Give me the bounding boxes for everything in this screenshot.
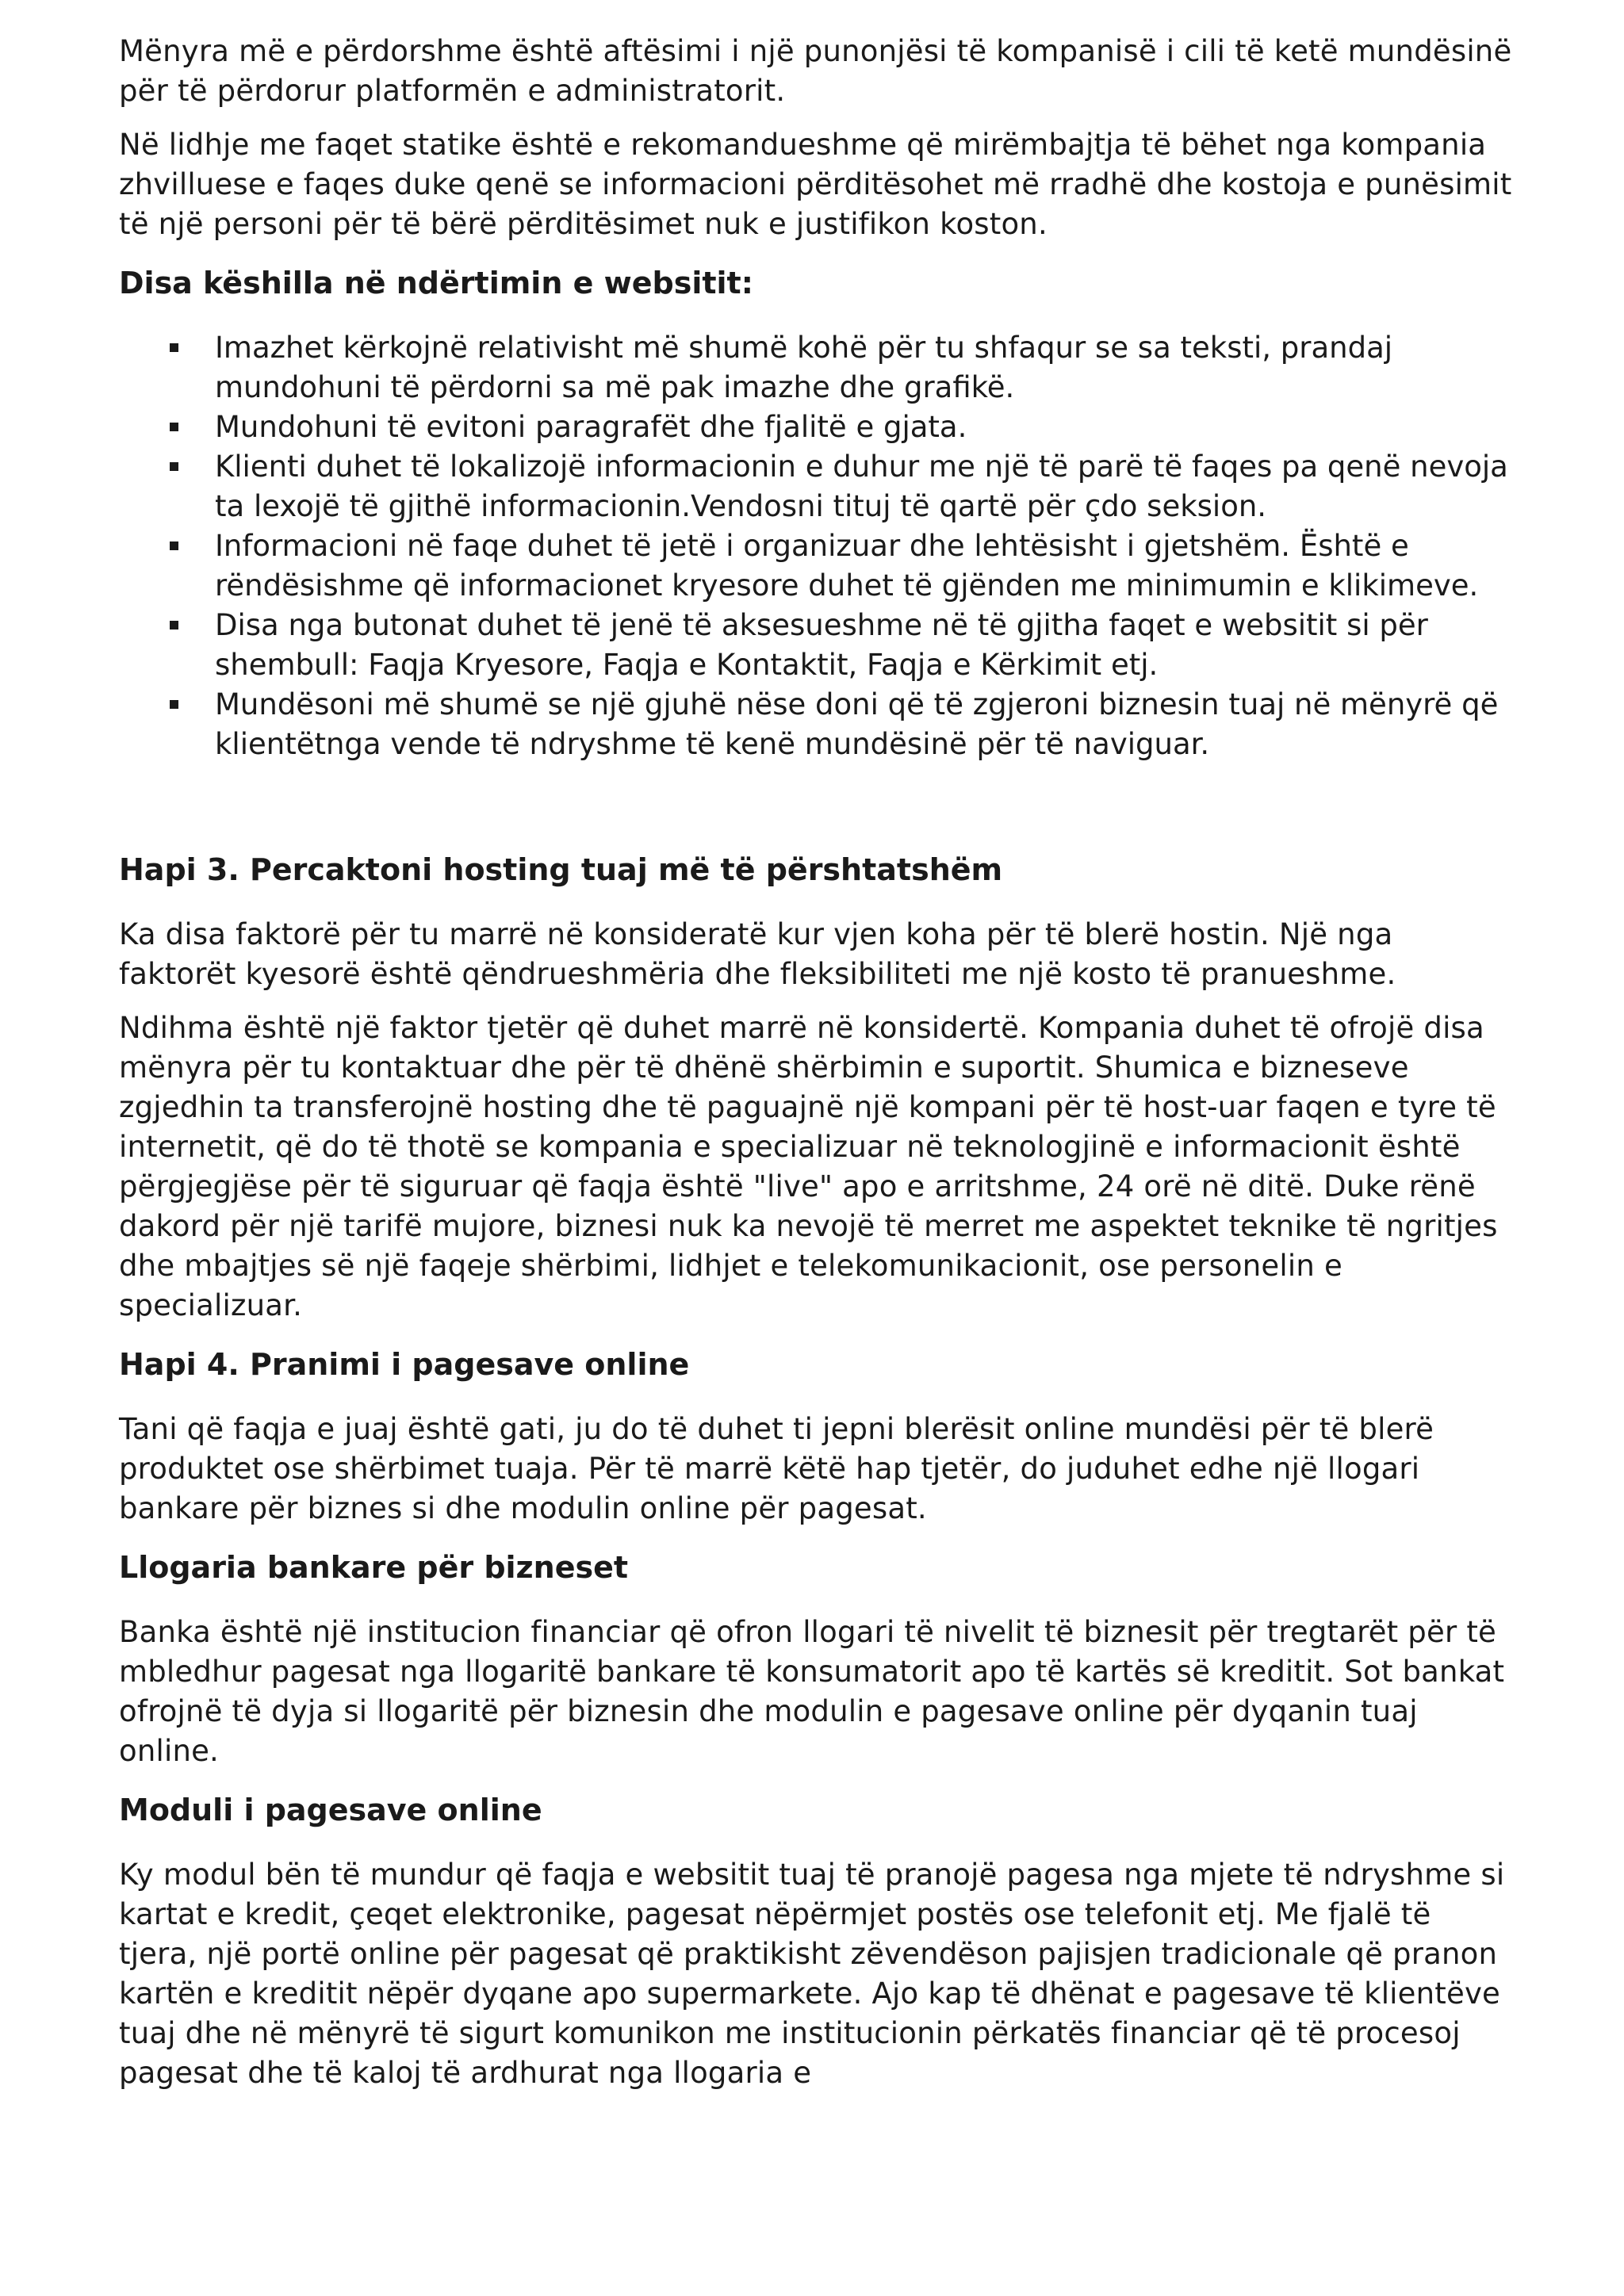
step3-paragraph-1: Ka disa faktorë për tu marrë në konsideratë kur vjen koha për të blerë hostin. Një nga faktorët kyesorë është qëndrueshmëria dhe fleksibiliteti me një kosto të pranueshme. (119, 917, 1396, 991)
list-item: Informacioni në faqe duhet të jetë i organizuar dhe lehtësisht i gjetshëm. Është e rëndësishme që informacionet kryesore duhet të gjënden me minimumin e klikimeve. (215, 526, 1515, 606)
tips-heading: Disa këshilla në ndërtimin e websitit: (119, 266, 753, 300)
step3-heading: Hapi 3. Percaktoni hosting tuaj më të përshtatshëm (119, 852, 1003, 887)
list-item: Mundësoni më shumë se një gjuhë nëse doni që të zgjeroni biznesin tuaj në mënyrë që klientëtnga vende të ndryshme të kenë mundësinë për të naviguar. (215, 685, 1515, 764)
bullet-square-icon (170, 541, 178, 550)
list-item: Mundohuni të evitoni paragrafët dhe fjalitë e gjata. (215, 408, 1515, 447)
bullet-square-icon (170, 343, 178, 352)
step3-paragraph-2: Ndihma është një faktor tjetër që duhet marrë në konsidertë. Kompania duhet të ofrojë disa mënyra për tu kontaktuar dhe për të dhënë shërbimin e suportit. Shumica e bizneseve zgjedhin ta transferojnë hosting dhe të paguajnë një kompani për të host-uar faqen e tyre të internetit, që do të thotë se kompania e specializuar në teknologjinë e informacionit është përgjegjëse për të siguruar që faqja është "live" apo e arritshme, 24 orë në ditë. Duke rënë dakord për një tarifë mujore, biznesi nuk ka nevojë të merret me aspektet teknike të ngritjes dhe mbajtjes së një faqeje shërbimi, lidhjet e telekomunikacionit, ose personelin e specializuar. (119, 1011, 1498, 1322)
document-page (119, 32, 1515, 2107)
list-item: Klienti duhet të lokalizojë informacionin e duhur me një të parë të faqes pa qenë nevoja ta lexojë të gjithë informacionin.Vendosni tituj të qartë për çdo seksion. (215, 447, 1515, 526)
step4-paragraph-1: Tani që faqja e juaj është gati, ju do të duhet ti jepni blerësit online mundësi për të blerë produktet ose shërbimet tuaja. Për të marrë këtë hap tjetër, do juduhet edhe një llogari bankare për biznes si dhe modulin online për pagesat. (119, 1412, 1434, 1525)
step4-heading: Hapi 4. Pranimi i pagesave online (119, 1347, 690, 1382)
payment-module-paragraph: Ky modul bën të mundur që faqja e websitit tuaj të pranojë pagesa nga mjete të ndryshme si kartat e kredit, çeqet elektronike, pagesat nëpërmjet postës ose telefonit etj. Me fjalë të tjera, një portë online për pagesat që praktikisht zëvendëson pajisjen tradicionale që pranon kartën e kreditit nëpër dyqane apo supermarkete. Ajo kap të dhënat e pagesave të klientëve tuaj dhe në mënyrë të sigurt komunikon me institucionin përkatës financiar që të procesoj pagesat dhe të kaloj të ardhurat nga llogaria e (119, 1858, 1505, 2090)
spacer (119, 764, 1515, 850)
intro-paragraph-1: Mënyra më e përdorshme është aftësimi i një punonjësi të kompanisë i cili të ketë mundësinë për të përdorur platformën e administratorit. (119, 34, 1512, 108)
bullet-square-icon (170, 462, 178, 471)
tips-list (119, 328, 1515, 764)
list-item: Disa nga butonat duhet të jenë të aksesueshme në të gjitha faqet e websitit si për shembull: Faqja Kryesore, Faqja e Kontaktit, Faqja e Kërkimit etj. (215, 606, 1515, 685)
bank-account-heading: Llogaria bankare për bizneset (119, 1550, 629, 1585)
bank-account-paragraph: Banka është një institucion financiar që ofron llogari të nivelit të biznesit për tregtarët për të mbledhur pagesat nga llogaritë bankare të konsumatorit apo të kartës së kreditit. Sot bankat ofrojnë të dyja si llogaritë për biznesin dhe modulin e pagesave online për dyqanin tuaj online. (119, 1615, 1505, 1768)
list-item: Imazhet kërkojnë relativisht më shumë kohë për tu shfaqur se sa teksti, prandaj mundohuni të përdorni sa më pak imazhe dhe grafikë. (215, 328, 1515, 408)
payment-module-heading: Moduli i pagesave online (119, 1793, 542, 1827)
bullet-square-icon (170, 700, 178, 709)
intro-paragraph-2: Në lidhje me faqet statike është e rekomandueshme që mirëmbajtja të bëhet nga kompania zhvilluese e faqes duke qenë se informacioni përditësohet më rradhë dhe kostoja e punësimit të një personi për të bërë përditësimet nuk e justifikon koston. (119, 128, 1512, 241)
bullet-square-icon (170, 621, 178, 629)
bullet-square-icon (170, 423, 178, 431)
